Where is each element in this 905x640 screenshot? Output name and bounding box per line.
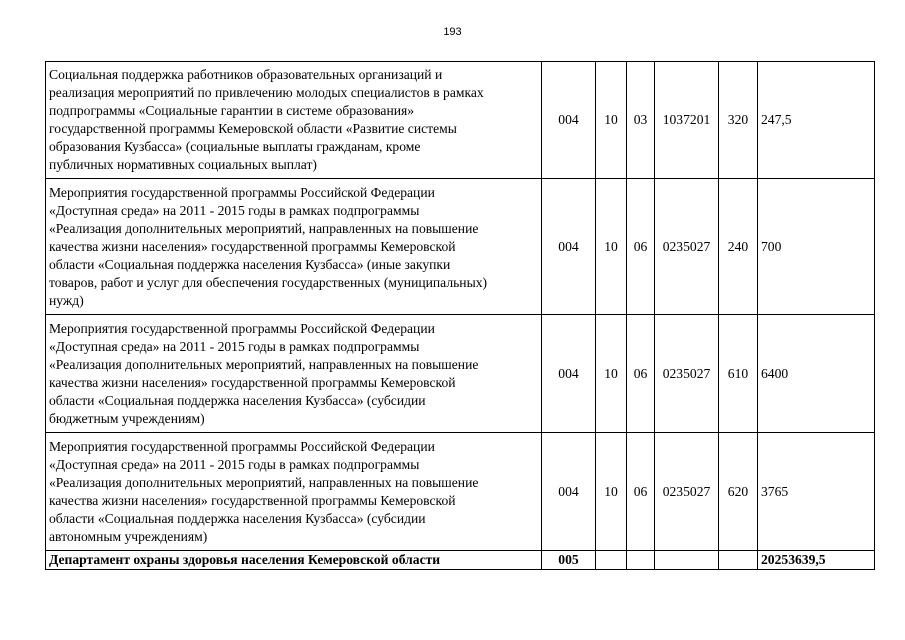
total-row <box>46 551 875 570</box>
target-article-code: 0235027 <box>655 315 719 433</box>
section-code: 10 <box>596 62 627 179</box>
expense-type-code: 620 <box>719 433 758 551</box>
subsection-code: 06 <box>627 179 655 315</box>
row-description: Социальная поддержка работников образовательных организаций и реализация мероприятий по привлечению молодых специалистов в рамках подпрограммы «Социальные гарантии в системе образования» государственной программы Кемеровской области «Развитие системы образования Кузбасса» (социальные выплаты гражданам, кроме публичных нормативных социальных выплат) <box>46 62 542 179</box>
section-code: 10 <box>596 179 627 315</box>
table-row <box>46 179 875 315</box>
row-description: Мероприятия государственной программы Российской Федерации «Доступная среда» на 2011 - 2015 годы в рамках подпрограммы «Реализация дополнительных мероприятий, направленных на повышение качества жизни населения» государственной программы Кемеровской области «Социальная поддержка населения Кузбасса» (субсидии автономным учреждениям) <box>46 433 542 551</box>
budget-table <box>45 61 875 570</box>
ministry-code: 005 <box>542 551 596 570</box>
total-amount: 20253639,5 <box>758 551 875 570</box>
target-article-code: 0235027 <box>655 433 719 551</box>
expense-type-code: 610 <box>719 315 758 433</box>
section-code: 10 <box>596 315 627 433</box>
subsection-code: 03 <box>627 62 655 179</box>
table-row <box>46 315 875 433</box>
expense-type-code: 240 <box>719 179 758 315</box>
section-code <box>596 551 627 570</box>
amount: 700 <box>758 179 875 315</box>
amount: 6400 <box>758 315 875 433</box>
row-description: Мероприятия государственной программы Российской Федерации «Доступная среда» на 2011 - 2015 годы в рамках подпрограммы «Реализация дополнительных мероприятий, направленных на повышение качества жизни населения» государственной программы Кемеровской области «Социальная поддержка населения Кузбасса» (иные закупки товаров, работ и услуг для обеспечения государственных (муниципальных) нужд) <box>46 179 542 315</box>
ministry-code: 004 <box>542 315 596 433</box>
target-article-code <box>655 551 719 570</box>
amount: 3765 <box>758 433 875 551</box>
ministry-code: 004 <box>542 62 596 179</box>
subsection-code: 06 <box>627 315 655 433</box>
row-description: Мероприятия государственной программы Российской Федерации «Доступная среда» на 2011 - 2015 годы в рамках подпрограммы «Реализация дополнительных мероприятий, направленных на повышение качества жизни населения» государственной программы Кемеровской области «Социальная поддержка населения Кузбасса» (субсидии бюджетным учреждениям) <box>46 315 542 433</box>
ministry-code: 004 <box>542 433 596 551</box>
table-row <box>46 62 875 179</box>
target-article-code: 1037201 <box>655 62 719 179</box>
table-row <box>46 433 875 551</box>
expense-type-code <box>719 551 758 570</box>
ministry-code: 004 <box>542 179 596 315</box>
expense-type-code: 320 <box>719 62 758 179</box>
page-number: 193 <box>443 26 462 38</box>
target-article-code: 0235027 <box>655 179 719 315</box>
department-name: Департамент охраны здоровья населения Кемеровской области <box>46 551 542 570</box>
amount: 247,5 <box>758 62 875 179</box>
subsection-code <box>627 551 655 570</box>
subsection-code: 06 <box>627 433 655 551</box>
section-code: 10 <box>596 433 627 551</box>
